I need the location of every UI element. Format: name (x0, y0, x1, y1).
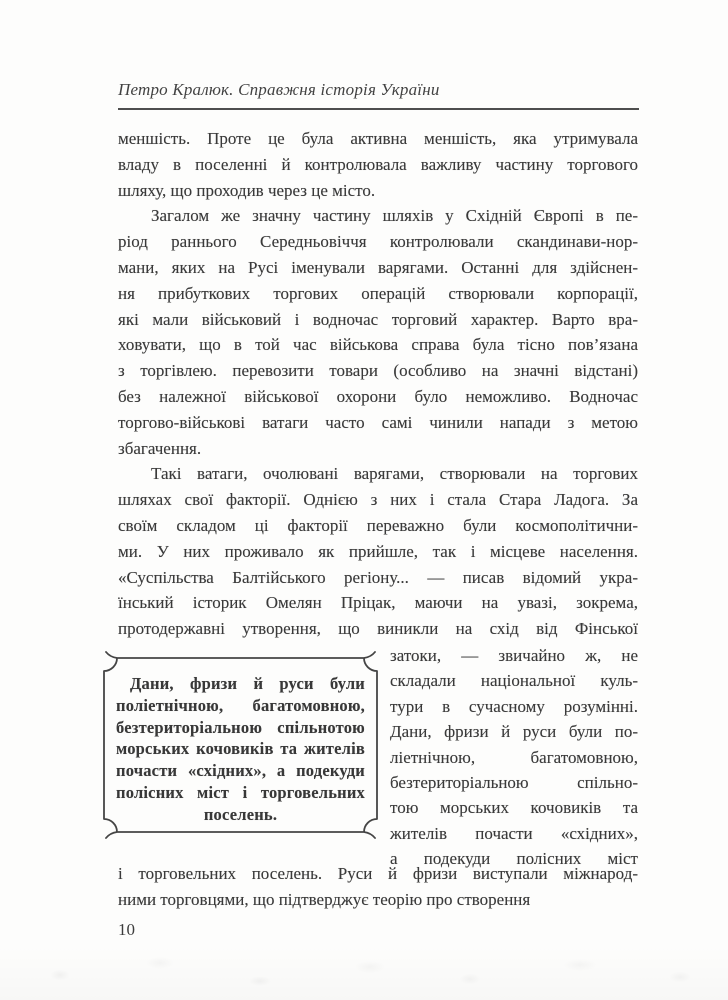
text-line: безтериторіальною спільнотою (116, 717, 365, 737)
body-paragraph-1 (118, 126, 638, 203)
text-line: які мали військовий і водночас торговий характер. Варто вра- (118, 309, 638, 329)
text-line: мани, яких на Русі іменували варягами. Останні для здійснен- (118, 257, 638, 277)
text-line: затоки, — звичайно ж, не (390, 646, 638, 665)
quote-box-text (116, 673, 365, 826)
text-line: поселень. (203, 804, 278, 824)
text-line: почасти «східних», а подекуди (116, 761, 365, 781)
scan-noise-texture (0, 945, 728, 1000)
text-line: тури в сучасному розумінні. (390, 696, 638, 716)
header-rule (118, 108, 639, 110)
text-line: ня прибуткових торгових операцій створювали корпорації, (118, 283, 638, 303)
text-line: Дани, фризи й руси були (130, 674, 365, 693)
text-line: шляху, що проходив через це місто. (118, 180, 376, 200)
wrap-column-text (390, 643, 638, 872)
bottom-paragraph (118, 861, 638, 913)
body-paragraph-2 (118, 203, 638, 461)
text-line: без належної військової охорони було неможливо. Водночас (118, 386, 638, 406)
text-line: «Суспільства Балтійського регіону... — писав відомий укра- (118, 567, 638, 587)
text-line: тою морських кочовиків та (390, 798, 638, 818)
page-number: 10 (118, 920, 135, 939)
text-line: ховувати, що в той час військова справа була тісно пов’язана (118, 335, 638, 355)
text-line: ліетнічною, багатомовною, (390, 747, 638, 767)
text-line: протодержавні утворення, що виникли на схід від Фінської (118, 619, 638, 639)
text-line: Такі ватаги, очолювані варягами, створювали на торгових (151, 464, 638, 484)
text-line: меншість. Проте це була активна меншість, яка утримувала (118, 129, 638, 148)
body-text (118, 126, 638, 642)
text-line: морських кочовиків та жителів (116, 739, 365, 759)
text-line: а подекуди полісних міст (390, 849, 638, 869)
quote-box (97, 651, 384, 839)
text-line: владу в поселенні й контролювала важливу частину торгового (118, 154, 638, 174)
text-line: полісних міст і торговельних (116, 782, 365, 802)
text-line: їнський історик Омелян Пріцак, маючи на увазі, зокрема, (118, 593, 638, 613)
text-line: збагачення. (118, 438, 202, 458)
body-paragraph-3 (118, 461, 638, 642)
running-header: Петро Кралюк. Справжня історія України (118, 80, 440, 99)
text-line: ми. У них проживало як прийшле, так і місцеве населення. (118, 541, 638, 561)
text-line: поліетнічною, багатомовною, (116, 695, 365, 715)
text-line: торгово-військові ватаги часто самі чинили напади з метою (118, 412, 638, 432)
text-line: своїм складом ці факторії переважно були космополітични- (118, 515, 638, 535)
text-line: Загалом же значну частину шляхів у Східній Європі в пе- (151, 206, 638, 226)
text-line: складали національної куль- (390, 671, 638, 691)
text-line: Дани, фризи й руси були по- (390, 722, 638, 742)
text-line: і торговельних поселень. Руси й фризи виступали міжнарод- (118, 864, 638, 883)
text-line: з торгівлею. перевозити товари (особливо на значні відстані) (118, 361, 638, 381)
text-line: жителів почасти «східних», (390, 823, 638, 843)
text-line: шляхах свої факторії. Однією з них і стала Стара Ладога. За (118, 490, 638, 510)
text-line: ними торговцями, що підтверджує теорію про створення (118, 889, 531, 909)
text-line: безтериторіальною спільно- (390, 773, 638, 793)
text-line: ріод раннього Середньовіччя контролювали скандинави-нор- (118, 232, 638, 252)
